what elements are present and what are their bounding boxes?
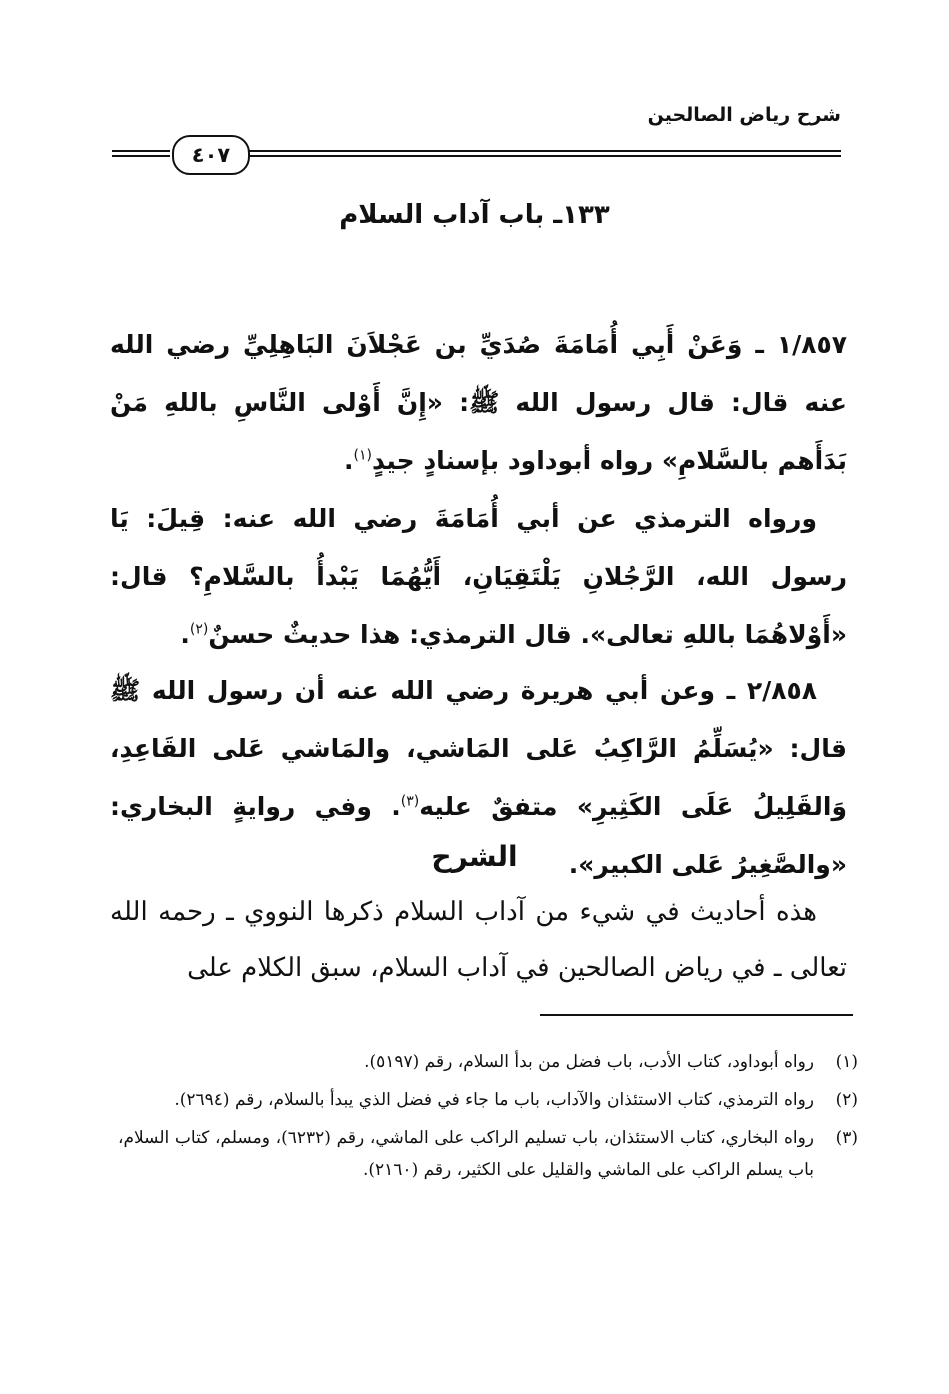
- header-rule-right: [248, 150, 841, 157]
- footnote-text: رواه أبوداود، كتاب الأدب، باب فضل من بدأ السلام، رقم (٥١٩٧).: [364, 1052, 814, 1072]
- hadith-end: . وفي روايةٍ البخاري: «والصَّغِيرُ عَلى الكبير».: [110, 792, 847, 879]
- footnote-mark: (١): [353, 447, 372, 464]
- hadith-text: ورواه الترمذي عن أبي أُمَامَةَ رضي الله عنه: قِيلَ: يَا رسول الله، الرَّجُلانِ يَلْتَقِيَانِ، أَيُّهُمَا يَبْدأُ بالسَّلامِ؟ قال: «أَوْلاهُمَا باللهِ تعالى». قال الترمذي: هذا حديثٌ حسنٌ: [110, 504, 847, 649]
- footnote-item: [118, 1046, 858, 1078]
- hadith-857-tirmidhi: [110, 490, 847, 664]
- sharh-text: هذه أحاديث في شيء من آداب السلام ذكرها النووي ـ رحمه الله تعالى ـ في رياض الصالحين في آداب السلام، سبق الكلام على: [110, 897, 847, 983]
- footnote-text: رواه الترمذي، كتاب الاستئذان والآداب، باب ما جاء في فضل الذي يبدأ بالسلام، رقم (٢٦٩٤).: [174, 1090, 814, 1110]
- hadith-857: [110, 316, 847, 490]
- footnote-separator: [540, 1014, 853, 1016]
- footnote-number: (٢): [835, 1090, 858, 1110]
- hadith-end: .: [180, 620, 190, 649]
- footnotes: [118, 1046, 858, 1192]
- chapter-title: ١٣٣ـ باب آداب السلام: [339, 200, 610, 230]
- footnote-mark: (٢): [189, 621, 209, 638]
- footnote-number: (١): [835, 1052, 858, 1072]
- hadith-text: ١/٨٥٧ ـ وَعَنْ أَبِي أُمَامَةَ صُدَيِّ بن عَجْلاَنَ البَاهِلِيِّ رضي الله عنه قال: قال رسول الله ﷺ: «إِنَّ أَوْلى النَّاسِ باللهِ مَنْ بَدَأَهم بالسَّلامِ» رواه أبوداود بإسنادٍ جيدٍ: [110, 330, 847, 475]
- header-rule-left: [112, 150, 170, 157]
- running-title: شرح رياض الصالحين: [647, 104, 841, 126]
- footnote-text: رواه البخاري، كتاب الاستئذان، باب تسليم الراكب على الماشي، رقم (٦٢٣٢)، ومسلم، كتاب السلام، باب يسلم الراكب على الماشي والقليل على الكثير، رقم (٢١٦٠).: [118, 1128, 814, 1180]
- footnote-item: [118, 1122, 858, 1186]
- hadith-text: ٢/٨٥٨ ـ وعن أبي هريرة رضي الله عنه أن رسول الله ﷺ قال: «يُسَلِّمُ الرَّاكِبُ عَلى المَاشي، والمَاشي عَلى القَاعِدِ، وَالقَلِيلُ عَلَى الكَثِيرِ» متفقٌ عليه: [110, 676, 848, 821]
- hadith-end: .: [344, 446, 354, 475]
- footnote-number: (٣): [835, 1128, 858, 1148]
- sharh-heading: الشرح: [431, 840, 518, 873]
- footnote-item: [118, 1084, 858, 1116]
- page-number: ٤٠٧: [172, 135, 250, 175]
- footnote-mark: (٣): [400, 793, 420, 810]
